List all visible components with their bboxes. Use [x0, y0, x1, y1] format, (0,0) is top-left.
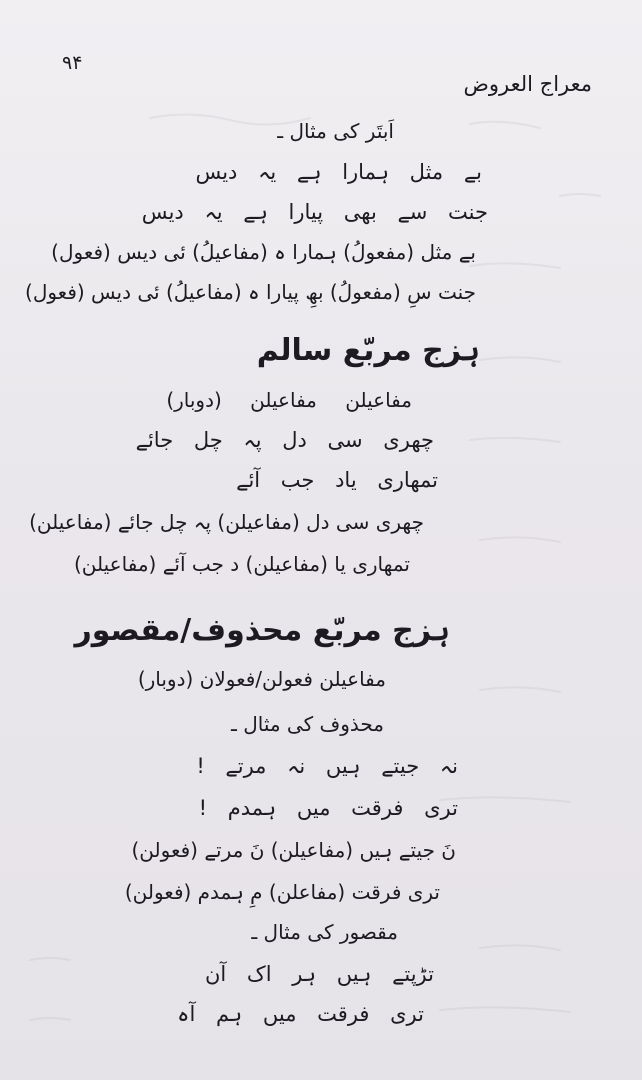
scansion-line: نَ جیتے ہیں (مفاعیلن) نَ مرتے (فعولن) — [131, 838, 456, 862]
verse-line: تری فرقت میں ہم آہ — [177, 1002, 424, 1026]
verse-line: تڑپتے ہیں ہر اک آن — [204, 962, 434, 986]
verse-line: چھری سی دل پہ چل جائے — [135, 428, 434, 452]
example-label: مقصور کی مثال ـ — [251, 920, 398, 944]
section-heading: ہزج مربّع سالم — [256, 333, 480, 368]
page-number: ۹۴ — [62, 52, 83, 74]
verse-line: تمھاری یاد جب آئے — [236, 468, 438, 492]
verse-line: بے مثل ہمارا ہے یہ دیس — [195, 160, 482, 184]
example-label: اَبتَر کی مثال ـ — [277, 119, 394, 143]
meter-formula: مفاعیلن فعولن/فعولان (دوبار) — [137, 667, 386, 691]
running-head: معراج العروض — [463, 72, 592, 96]
scansion-line: جنت سِ (مفعولُ) بھِ پیارا ہ (مفاعیلُ) ئی دیس (فعول) — [25, 280, 476, 304]
scansion-line: چھری سی دل (مفاعیلن) پہ چل جائے (مفاعیلن) — [29, 510, 424, 534]
scansion-line: تری فرقت (مفاعلن) مِ ہمدم (فعولن) — [124, 880, 440, 904]
meter-formula: مفاعیلن مفاعیلن (دوبار) — [166, 388, 412, 412]
scansion-line: بے مثل (مفعولُ) ہمارا ہ (مفاعیلُ) ئی دیس (فعول) — [51, 240, 476, 264]
scansion-line: تمھاری یا (مفاعیلن) د جب آئے (مفاعیلن) — [74, 552, 410, 576]
section-heading: ہزج مربّع محذوف/مقصور — [74, 613, 450, 648]
example-label: محذوف کی مثال ـ — [230, 712, 384, 736]
verse-line: جنت سے بھی پیارا ہے یہ دیس — [141, 200, 488, 224]
verse-line: نہ جیتے ہیں نہ مرتے ! — [196, 754, 458, 778]
verse-line: تری فرقت میں ہمدم ! — [198, 796, 458, 820]
